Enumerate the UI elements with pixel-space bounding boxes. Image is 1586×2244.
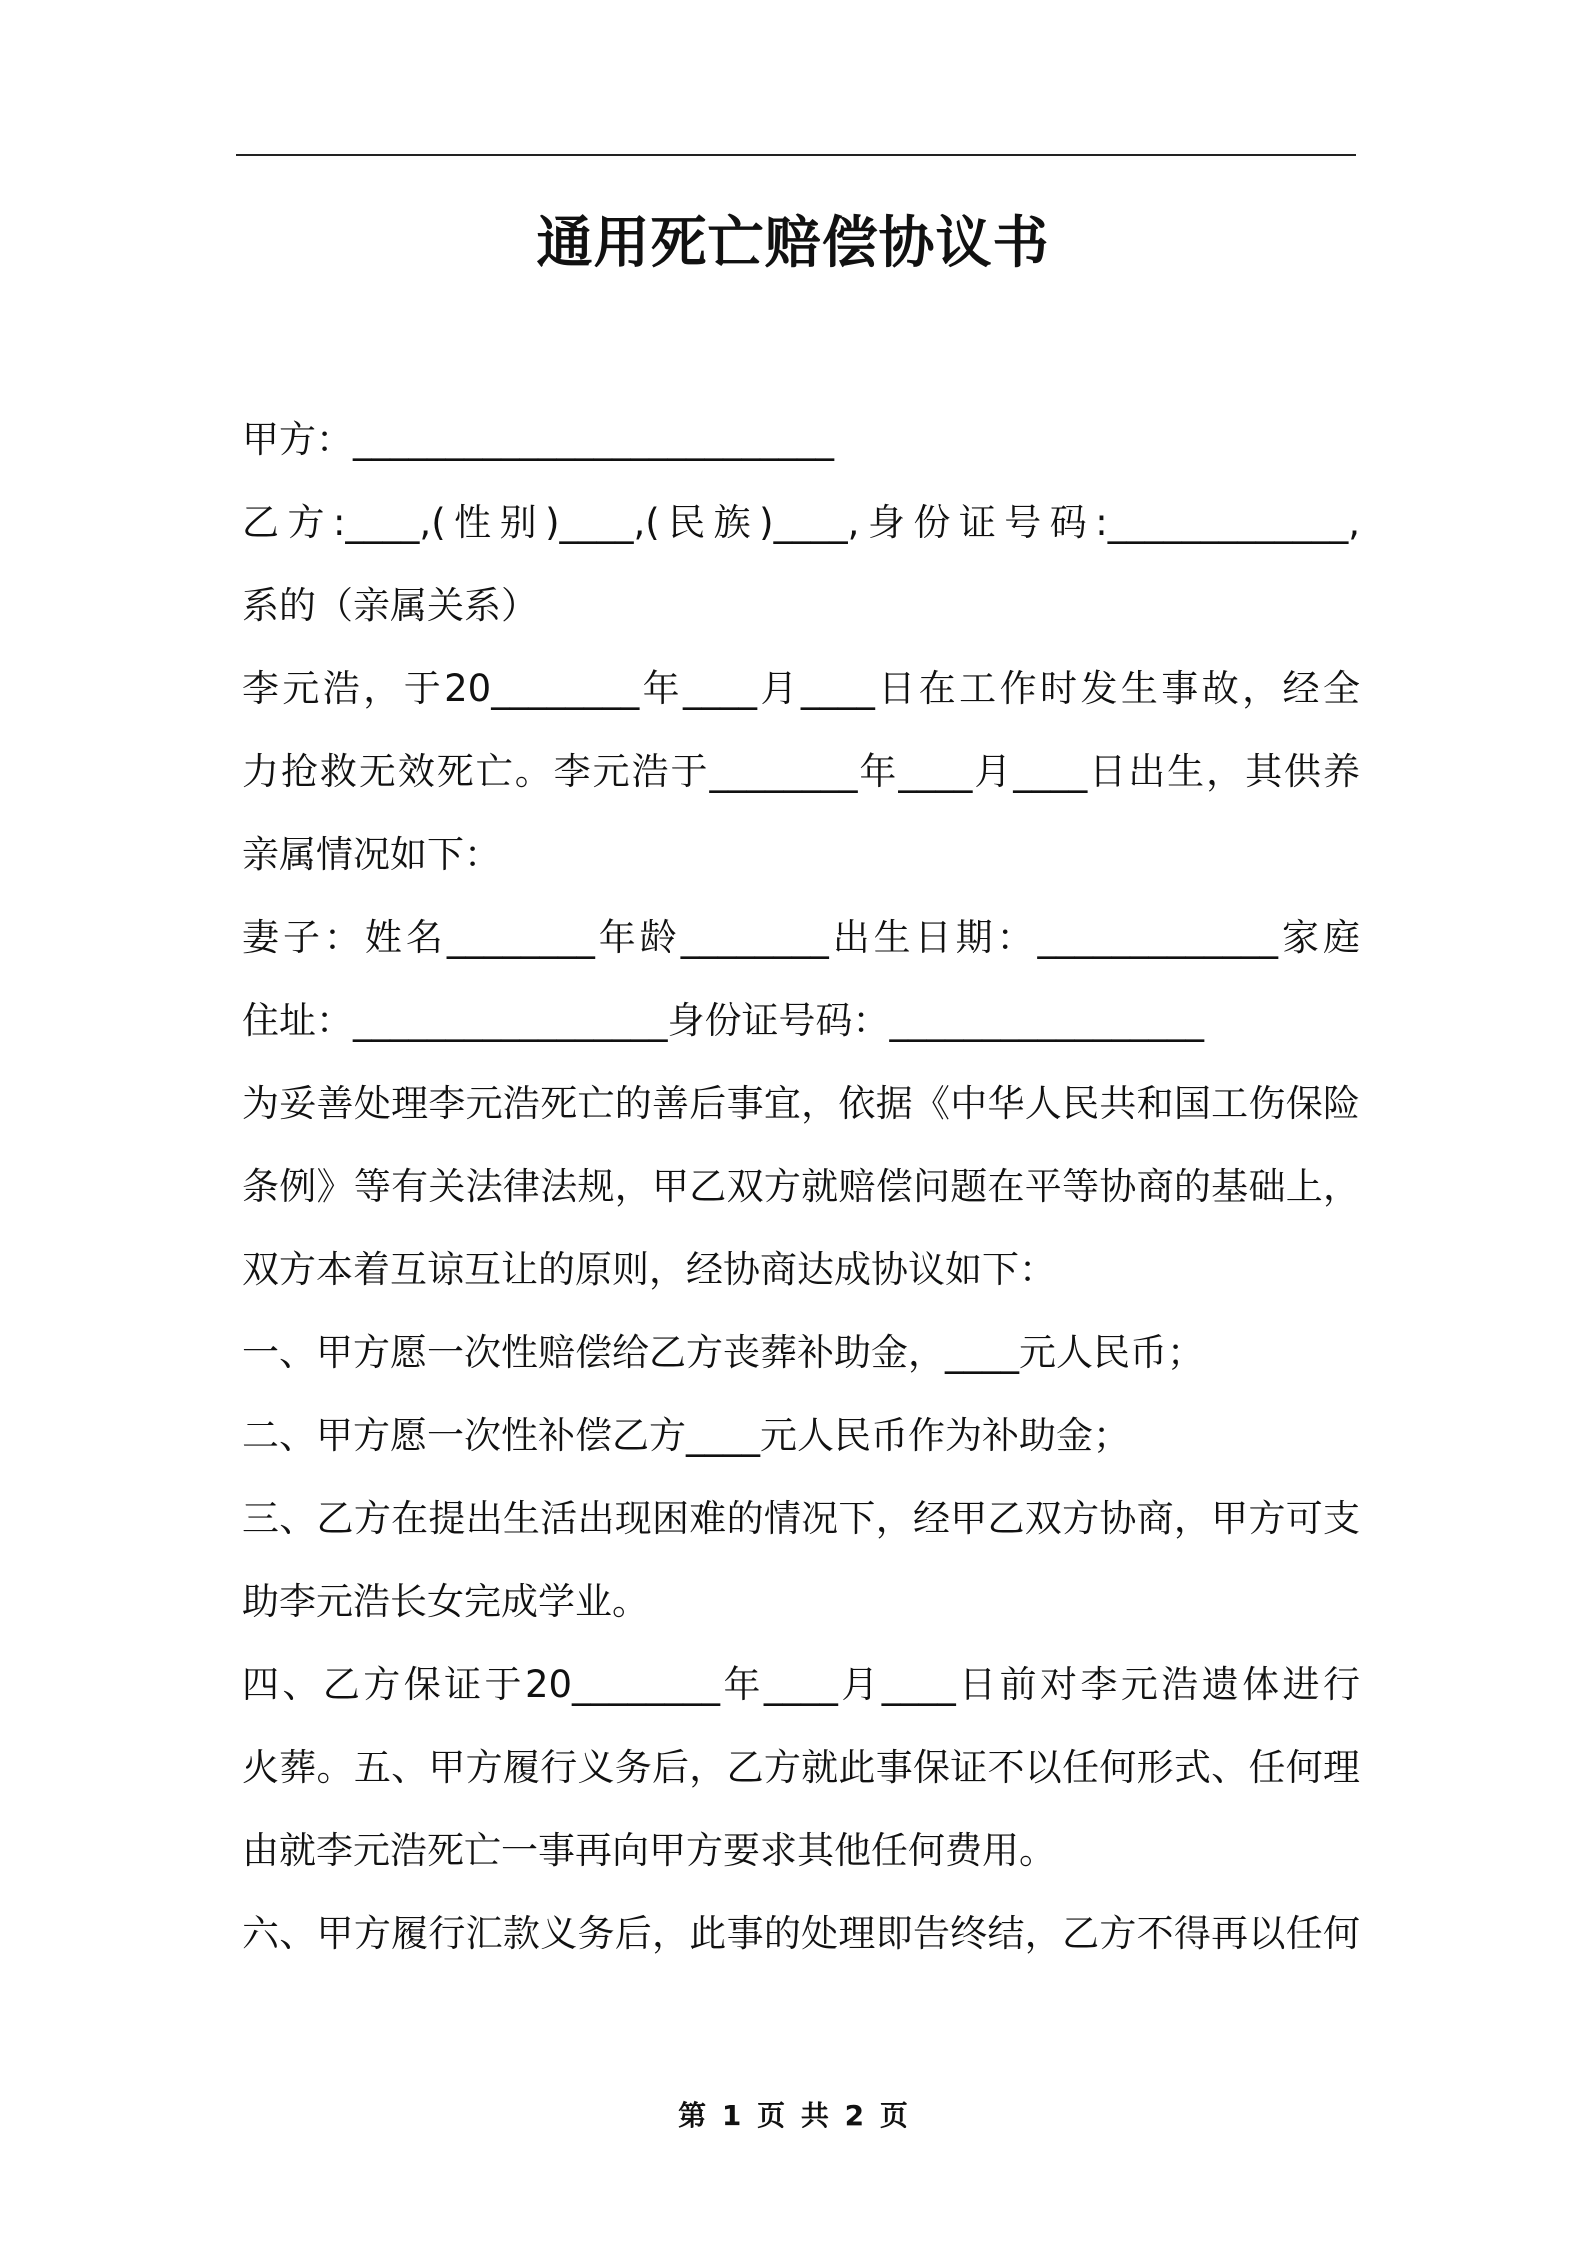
- incident-line-2: 力抢救无效死亡。李元浩于________年____月____日出生，其供养: [242, 750, 1360, 793]
- document-title: 通用死亡赔偿协议书: [536, 211, 1050, 276]
- clause-4-line-1: 四、乙方保证于20________年____月____日前对李元浩遗体进行: [242, 1663, 1360, 1706]
- clause-3-line-2: 助李元浩长女完成学业。: [242, 1580, 649, 1623]
- page-number: 第 1 页 共 2 页: [678, 2099, 908, 2132]
- basis-line-1: 为妥善处理李元浩死亡的善后事宜，依据《中华人民共和国工伤保险: [242, 1082, 1360, 1125]
- basis-line-2: 条例》等有关法律法规，甲乙双方就赔偿问题在平等协商的基础上，: [242, 1165, 1360, 1208]
- clause-5-line-2: 由就李元浩死亡一事再向甲方要求其他任何费用。: [242, 1829, 1056, 1872]
- clause-4-5-line: 火葬。五、甲方履行义务后，乙方就此事保证不以任何形式、任何理: [242, 1746, 1360, 1789]
- incident-line-3: 亲属情况如下：: [242, 833, 501, 876]
- spouse-line-2: 住址：_________________身份证号码：_________________: [242, 999, 1204, 1042]
- clause-2: 二、甲方愿一次性补偿乙方____元人民币作为补助金；: [242, 1414, 1130, 1457]
- relationship-line: 系的（亲属关系）: [242, 584, 538, 627]
- clause-3-line-1: 三、乙方在提出生活出现困难的情况下，经甲乙双方协商，甲方可支: [242, 1497, 1360, 1540]
- incident-line-1: 李元浩，于20________年____月____日在工作时发生事故，经全: [242, 667, 1360, 710]
- header-rule: [236, 154, 1356, 156]
- clause-6-line-1: 六、甲方履行汇款义务后，此事的处理即告终结，乙方不得再以任何: [242, 1912, 1360, 1955]
- party-b-line: 乙方:____,(性别)____,(民族)____,身份证号码:_____________,: [242, 501, 1360, 544]
- basis-line-3: 双方本着互谅互让的原则，经协商达成协议如下：: [242, 1248, 1056, 1291]
- clause-1: 一、甲方愿一次性赔偿给乙方丧葬补助金，____元人民币；: [242, 1331, 1204, 1374]
- agreement-body: [242, 398, 1360, 1975]
- party-a-line: 甲方：__________________________: [242, 418, 834, 461]
- spouse-line-1: 妻子：姓名________年龄________出生日期：_____________家庭: [242, 916, 1360, 959]
